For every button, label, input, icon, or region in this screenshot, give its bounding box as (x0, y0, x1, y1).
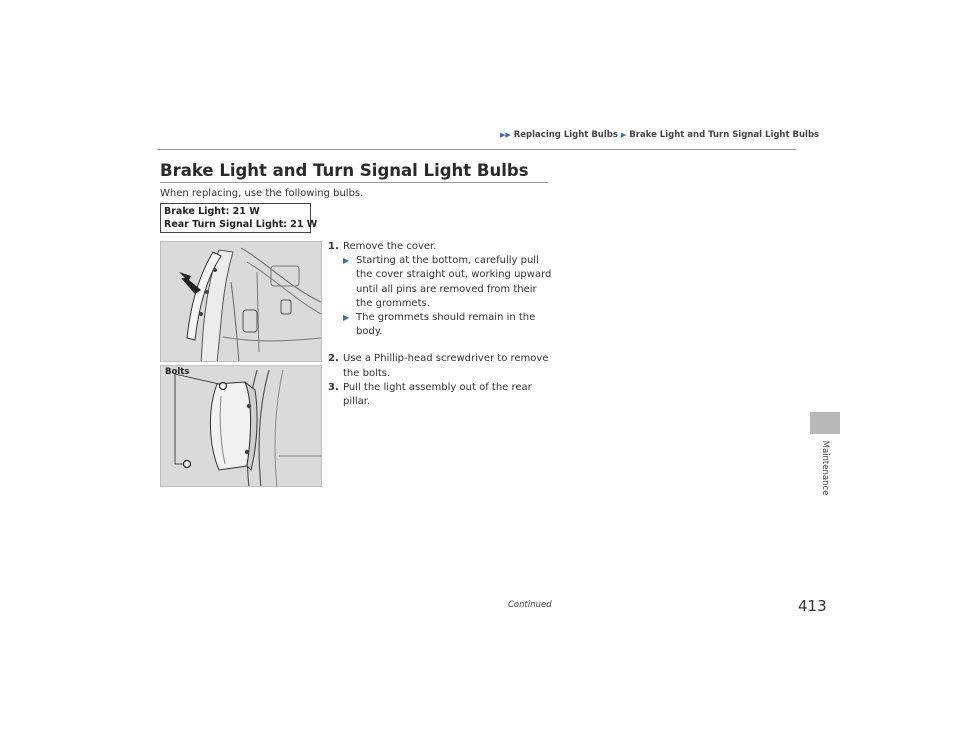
triangle-arrow-icon: ▶ (343, 313, 350, 323)
figure-label-bolts: Bolts (165, 367, 190, 377)
breadcrumb-item-current: Brake Light and Turn Signal Light Bulbs (629, 130, 820, 140)
breadcrumb-arrow-icon: ▶ (620, 131, 627, 139)
step-number: 1. (328, 241, 339, 252)
step-1-note-1: ▶ Starting at the bottom, carefully pull the cover straight out, working upward until all pins are removed from their the grommets. (343, 255, 552, 309)
step-3 (327, 381, 552, 409)
step-number: 2. (328, 353, 339, 365)
breadcrumb (500, 130, 820, 140)
step-2 (327, 352, 552, 380)
section-tab-marker[interactable] (810, 412, 840, 434)
step-1-note-2: ▶ The grommets should remain in the body. (343, 312, 536, 338)
step-text: Remove the cover. (343, 241, 437, 252)
continued-note: Continued (508, 600, 552, 610)
bolts-illustration (161, 366, 322, 487)
breadcrumb-item-replacing-light-bulbs[interactable]: Replacing Light Bulbs (513, 130, 618, 140)
step-number: 3. (328, 381, 339, 393)
figure-remove-cover (160, 241, 322, 362)
triangle-arrow-icon: ▶ (343, 256, 350, 266)
step-text: Pull the light assembly out of the rear pillar. (343, 381, 532, 408)
section-tab-label: Maintenance (820, 440, 830, 496)
header-divider (157, 149, 796, 150)
instruction-steps (327, 240, 552, 409)
step-1 (327, 240, 552, 339)
bulb-spec-turn-signal: Rear Turn Signal Light: 21 W (164, 219, 318, 230)
title-divider (160, 182, 548, 183)
bulb-spec-box (160, 203, 318, 233)
breadcrumb-arrow-icon: ▶▶ (500, 131, 511, 139)
bulb-spec-brake: Brake Light: 21 W (164, 206, 260, 217)
cover-removal-illustration (161, 242, 322, 362)
page-number: 413 (798, 597, 827, 615)
page-title: Brake Light and Turn Signal Light Bulbs (160, 161, 529, 180)
figure-bolts (160, 365, 322, 487)
step-text: Use a Phillip-head screwdriver to remove the bolts. (343, 353, 549, 379)
intro-text: When replacing, use the following bulbs. (160, 188, 364, 199)
